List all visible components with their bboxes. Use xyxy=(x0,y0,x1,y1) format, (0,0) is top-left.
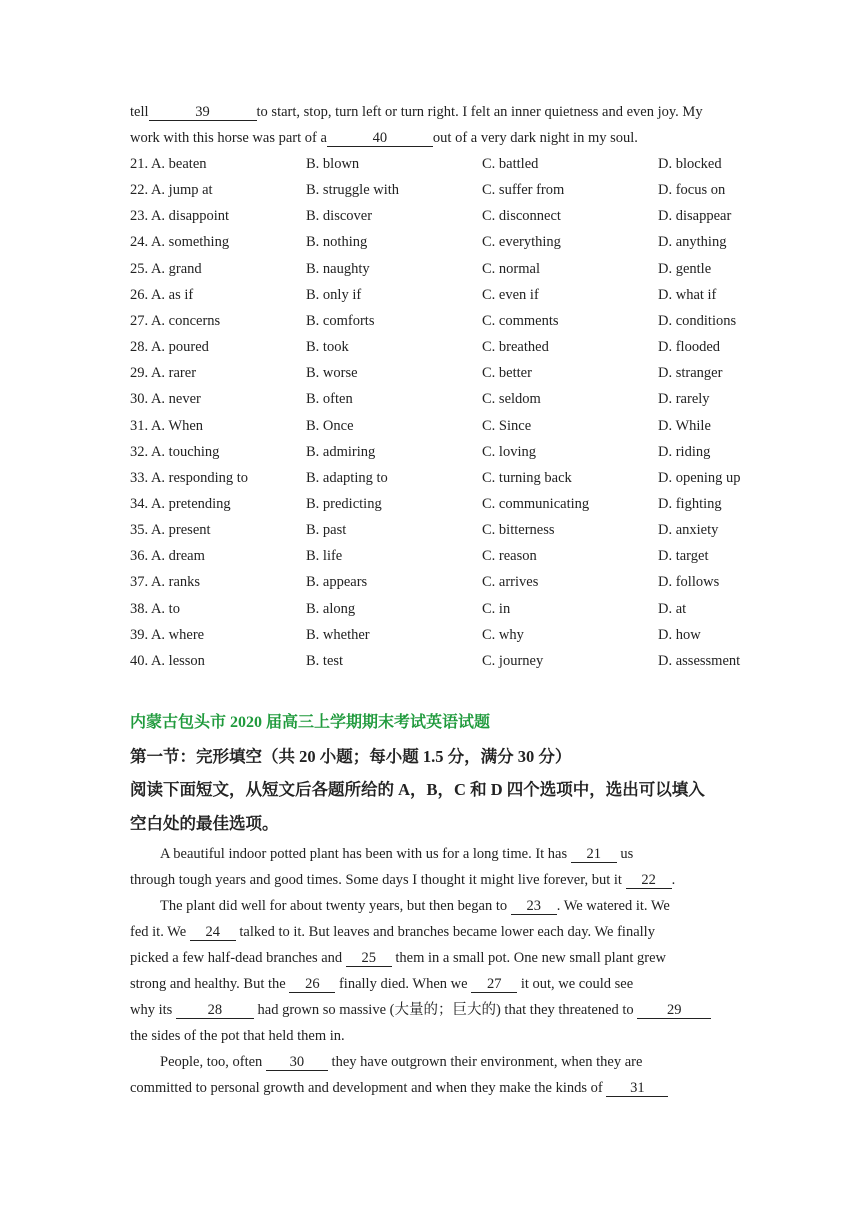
option-n: 38. A. to xyxy=(130,600,180,617)
option-row xyxy=(130,522,730,544)
option-row xyxy=(130,469,741,492)
option-c: C. communicating xyxy=(482,495,590,512)
option-b: B. past xyxy=(306,522,347,539)
blank-26: 26 xyxy=(289,977,335,993)
option-b: B. often xyxy=(306,391,353,408)
text-fragment: them in a small pot. One new small plant grew xyxy=(391,950,667,966)
blank-25: 25 xyxy=(346,951,392,967)
option-d: D. flooded xyxy=(658,339,721,356)
option-n: 40. A. lesson xyxy=(130,652,205,669)
option-row xyxy=(130,261,730,283)
text-fragment: had grown so massive (大量的；巨大的) that they threatened to xyxy=(253,1002,638,1018)
blank-28: 28 xyxy=(176,1003,254,1019)
blank-21: 21 xyxy=(571,847,617,863)
option-n: 23. A. disappoint xyxy=(130,208,230,225)
option-n: 37. A. ranks xyxy=(130,574,201,591)
option-b: B. appears xyxy=(306,574,368,591)
option-n: 35. A. present xyxy=(130,522,211,539)
option-d: D. gentle xyxy=(658,260,712,277)
option-b: B. only if xyxy=(306,286,362,303)
option-n: 32. A. touching xyxy=(130,443,220,460)
option-row xyxy=(130,339,730,361)
text-fragment: People, too, often xyxy=(160,1054,266,1070)
option-d: D. anything xyxy=(658,234,727,251)
text-fragment: work with this horse was part of a xyxy=(130,130,327,146)
text-fragment: strong and healthy. But the xyxy=(130,976,290,992)
passage xyxy=(130,841,730,1101)
option-row xyxy=(130,365,730,387)
text-fragment: committed to personal growth and development and when they make the kinds of xyxy=(130,1080,607,1096)
blank-29: 29 xyxy=(637,1003,711,1019)
option-n: 28. A. poured xyxy=(130,339,209,356)
option-b: B. adapting to xyxy=(306,469,388,486)
blank-39: 39 xyxy=(149,105,257,121)
option-d: D. riding xyxy=(658,443,711,460)
passage-line xyxy=(130,919,730,945)
option-d: D. assessment xyxy=(658,652,741,669)
passage-line xyxy=(130,945,730,971)
option-d: D. what if xyxy=(658,286,717,303)
option-d: D. fighting xyxy=(658,495,722,512)
option-c: C. bitterness xyxy=(482,522,555,539)
option-b: B. nothing xyxy=(306,234,368,251)
option-n: 39. A. where xyxy=(130,626,205,643)
text-fragment: fed it. We xyxy=(130,924,190,940)
option-d: D. While xyxy=(658,417,711,434)
option-n: 22. A. jump at xyxy=(130,182,213,199)
option-c: C. seldom xyxy=(482,391,541,408)
text-fragment: A beautiful indoor potted plant has been with us for a long time. It has xyxy=(160,846,571,862)
text-fragment: . xyxy=(671,872,676,888)
option-c: C. disconnect xyxy=(482,208,561,225)
option-b: B. whether xyxy=(306,626,370,643)
option-n: 31. A. When xyxy=(130,417,204,434)
option-n: 33. A. responding to xyxy=(130,469,249,486)
instruction-line-2: 空白处的最佳选项。 xyxy=(130,814,279,833)
option-n: 21. A. beaten xyxy=(130,156,207,172)
option-c: C. suffer from xyxy=(482,182,565,199)
option-c: C. reason xyxy=(482,548,537,565)
option-b: B. discover xyxy=(306,208,373,225)
option-row xyxy=(130,312,737,335)
option-d: D. rarely xyxy=(658,391,710,408)
option-d: D. focus on xyxy=(658,182,726,199)
option-b: B. predicting xyxy=(306,495,382,512)
text-fragment: picked a few half-dead branches and xyxy=(130,950,346,966)
option-d: D. at xyxy=(658,600,687,617)
option-row xyxy=(130,182,730,204)
option-n: 24. A. something xyxy=(130,234,230,251)
option-n: 36. A. dream xyxy=(130,548,205,565)
option-row xyxy=(130,548,730,570)
passage-line xyxy=(130,1075,730,1101)
blank-23: 23 xyxy=(511,899,557,915)
option-row xyxy=(130,444,730,466)
option-b: B. Once xyxy=(306,417,354,434)
text-fragment: talked to it. But leaves and branches became lower each day. We finally xyxy=(235,924,655,940)
option-n: 26. A. as if xyxy=(130,286,194,303)
text-fragment: why its xyxy=(130,1002,176,1018)
passage-line xyxy=(130,997,730,1023)
option-row xyxy=(130,496,730,518)
text-fragment: out of a very dark night in my soul. xyxy=(432,130,638,146)
option-d: D. disappear xyxy=(658,208,732,225)
option-d: D. stranger xyxy=(658,365,723,382)
option-n: 25. A. grand xyxy=(130,260,202,277)
option-c: C. normal xyxy=(482,260,540,277)
blank-24: 24 xyxy=(190,925,236,941)
passage-line xyxy=(130,971,730,997)
blank-40: 40 xyxy=(327,131,433,147)
option-c: C. arrives xyxy=(482,574,539,591)
option-c: C. turning back xyxy=(482,469,572,486)
option-row xyxy=(130,156,730,178)
option-d: D. how xyxy=(658,626,701,643)
option-b: B. struggle with xyxy=(306,182,400,199)
option-row xyxy=(130,601,730,623)
passage-tail-line-2 xyxy=(130,130,638,147)
option-c: C. loving xyxy=(482,443,536,460)
option-b: B. life xyxy=(306,548,343,565)
option-d: D. anxiety xyxy=(658,522,719,539)
text-fragment: us xyxy=(616,846,634,862)
text-fragment: through tough years and good times. Some days I thought it might live forever, but it xyxy=(130,872,626,888)
blank-30: 30 xyxy=(266,1055,328,1071)
text-fragment: finally died. When we xyxy=(335,976,472,992)
option-c: C. Since xyxy=(482,417,532,434)
text-fragment: it out, we could see xyxy=(517,976,634,992)
option-b: B. comforts xyxy=(306,312,375,329)
option-b: B. admiring xyxy=(306,443,376,460)
passage-line xyxy=(130,1049,730,1075)
option-d: D. blocked xyxy=(658,156,722,172)
option-b: B. naughty xyxy=(306,260,370,277)
option-c: C. everything xyxy=(482,234,561,251)
option-d: D. target xyxy=(658,548,709,565)
option-b: B. along xyxy=(306,600,356,617)
option-b: B. test xyxy=(306,652,344,669)
text-fragment: to start, stop, turn left or turn right. I felt an inner quietness and even joy. My xyxy=(256,104,703,120)
option-c: C. journey xyxy=(482,652,544,669)
option-row xyxy=(130,208,730,230)
blank-31: 31 xyxy=(606,1081,668,1097)
option-n: 29. A. rarer xyxy=(130,365,197,382)
option-b: B. took xyxy=(306,339,349,356)
option-n: 27. A. concerns xyxy=(130,312,221,329)
option-d: D. follows xyxy=(658,574,720,591)
blank-27: 27 xyxy=(471,977,517,993)
option-row xyxy=(130,391,730,413)
blank-22: 22 xyxy=(626,873,672,889)
passage-line xyxy=(130,841,730,867)
text-fragment: . We watered it. We xyxy=(556,898,670,914)
section-title: 内蒙古包头市 2020 届高三上学期期末考试英语试题 xyxy=(130,714,491,731)
option-c: C. battled xyxy=(482,156,539,172)
passage-line xyxy=(130,1023,730,1049)
option-c: C. comments xyxy=(482,312,559,329)
passage-line xyxy=(130,893,730,919)
option-c: C. better xyxy=(482,365,532,382)
option-row xyxy=(130,627,730,649)
option-row xyxy=(130,234,730,256)
passage-tail-line-1 xyxy=(130,104,703,121)
text-fragment: the sides of the pot that held them in. xyxy=(130,1028,345,1044)
option-row xyxy=(130,418,730,440)
section-heading: 第一节：完形填空（共 20 小题；每小题 1.5 分，满分 30 分） xyxy=(130,747,572,766)
text-fragment: tell xyxy=(130,104,149,120)
option-b: B. worse xyxy=(306,365,358,382)
option-c: C. why xyxy=(482,626,524,643)
option-row xyxy=(130,287,730,309)
option-row xyxy=(130,574,730,596)
option-c: C. breathed xyxy=(482,339,549,356)
passage-line xyxy=(130,867,730,893)
option-c: C. in xyxy=(482,600,511,617)
option-n: 30. A. never xyxy=(130,391,201,408)
option-b: B. blown xyxy=(306,156,360,172)
option-row xyxy=(130,652,741,675)
option-n: 34. A. pretending xyxy=(130,495,231,512)
text-fragment: they have outgrown their environment, when they are xyxy=(327,1054,643,1070)
option-d: D. conditions xyxy=(658,312,737,329)
instruction-line-1: 阅读下面短文，从短文后各题所给的 A，B，C 和 D 四个选项中，选出可以填入 xyxy=(130,780,705,799)
option-c: C. even if xyxy=(482,286,539,303)
text-fragment: The plant did well for about twenty years, but then began to xyxy=(160,898,511,914)
option-d: D. opening up xyxy=(658,469,741,486)
